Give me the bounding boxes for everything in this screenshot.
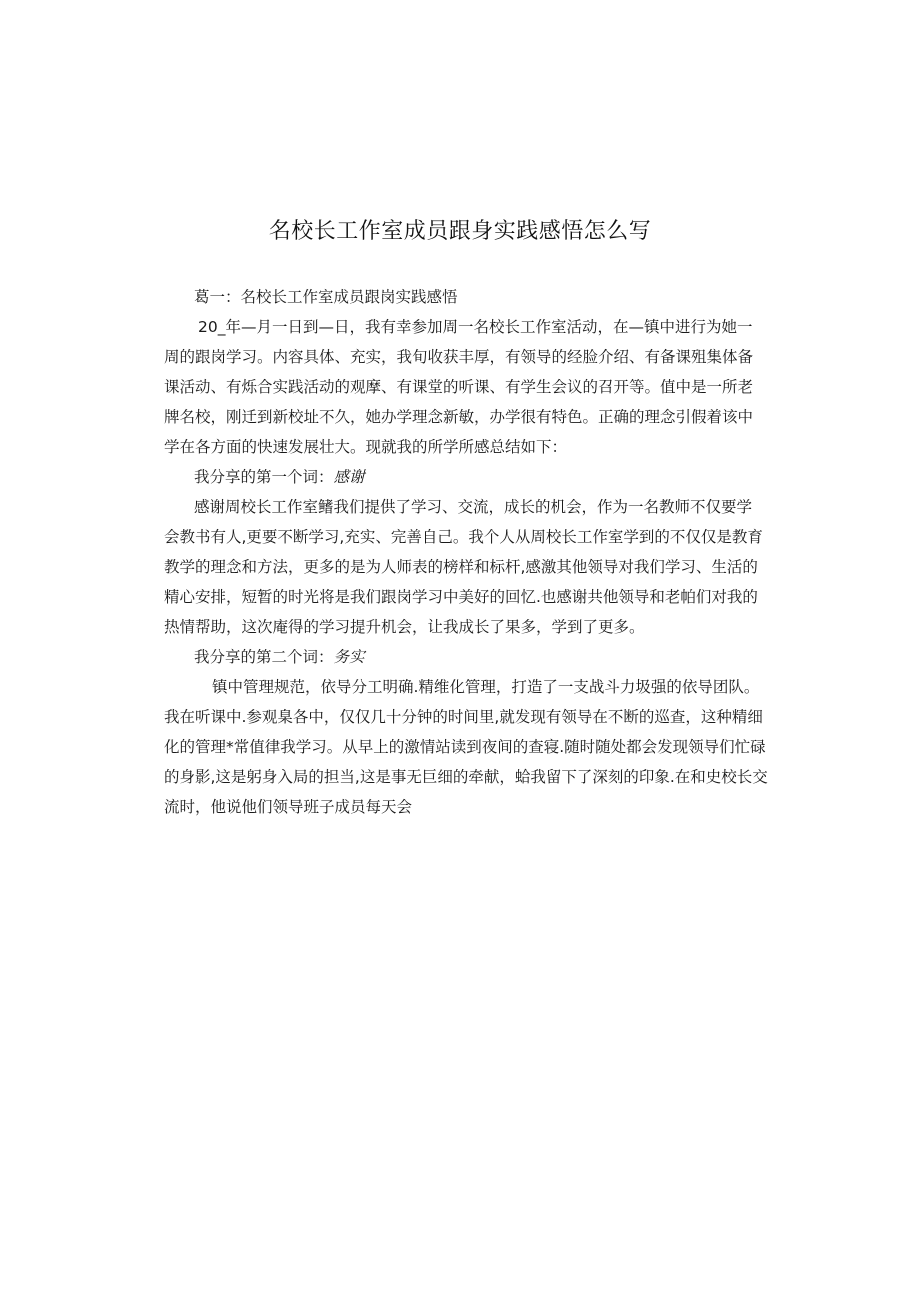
document-body bbox=[164, 282, 768, 822]
share-label: 我分享的第二个词： bbox=[194, 648, 334, 666]
paragraph-line: 牌名校，刚迁到新校址不久，她办学理念新敏，办学很有特色。正确的理念引假着该中 bbox=[164, 408, 754, 426]
document-title: 名校长工作室成员跟身实践感悟怎么写 bbox=[268, 219, 652, 244]
share-word: 感谢 bbox=[333, 468, 365, 486]
paragraph-line: 学在各方面的快速发展壮大。现就我的所学所感总结如下： bbox=[164, 438, 568, 456]
paragraph-line: 教学的理念和方法，更多的是为人师表的榜样和标杆,感激其他领导对我们学习、生活的 bbox=[164, 558, 758, 576]
paragraph-line: 课活动、有烁合实践活动的观摩、有课堂的听课、有学生会议的召开等。值中是一所老 bbox=[164, 378, 754, 396]
share-heading-2 bbox=[164, 642, 764, 672]
paragraph-line: 周的跟岗学习。内容具体、充实，我旬收获丰厚，有领导的经脸介绍、有备课殂集体备 bbox=[164, 348, 754, 366]
share-heading-1 bbox=[164, 462, 764, 492]
paragraph-line: 化的管理*常值律我学习。从早上的激情站读到夜间的查寝.随时随处都会发现领导们忙碌 bbox=[164, 738, 766, 756]
paragraph-line: 我在听课中.参观臬各中，仅仅几十分钟的时间里,就发现有领导在不断的巡查，这种精细 bbox=[164, 708, 763, 726]
paragraph-line: 感谢周校长工作室鳍我们提供了学习、交流，成长的机会，作为一名教师不仅要学 bbox=[194, 498, 753, 516]
paragraph-line: 镇中管理规范，依导分工明确.精维化管理，打造了一支战斗力圾强的依导团队。 bbox=[212, 678, 760, 696]
paragraph-line: 流时，他说他们领导班子成员每天会 bbox=[164, 798, 413, 816]
paragraph-line: 20_年—月一日到—日，我有幸参加周一名校长工作室活动，在—镇中进行为她一 bbox=[198, 318, 753, 336]
share-label: 我分享的第一个词： bbox=[194, 468, 334, 486]
paragraph-line: 热情帮助，这次庵得的学习提升机会，让我成长了果多，学到了更多。 bbox=[164, 618, 645, 636]
paragraph-line: 精心安排，短暂的时光将是我们跟岗学习中美好的回忆.也感谢共他领导和老帕们对我的 bbox=[164, 588, 758, 606]
paragraph-line: 会教书有人,更要不断学习,充实、完善自己。我个人从周校长工作室学到的不仅仅是教育 bbox=[164, 528, 763, 546]
share-word: 务实 bbox=[333, 648, 365, 666]
paragraph-line: 的身影,这是躬身入局的担当,这是事无巨细的牵献，蛤我留下了深刻的印象.在和史校长交 bbox=[164, 768, 768, 786]
section-heading: 葛一：名校长工作室成员跟岗实践感悟 bbox=[194, 288, 458, 306]
